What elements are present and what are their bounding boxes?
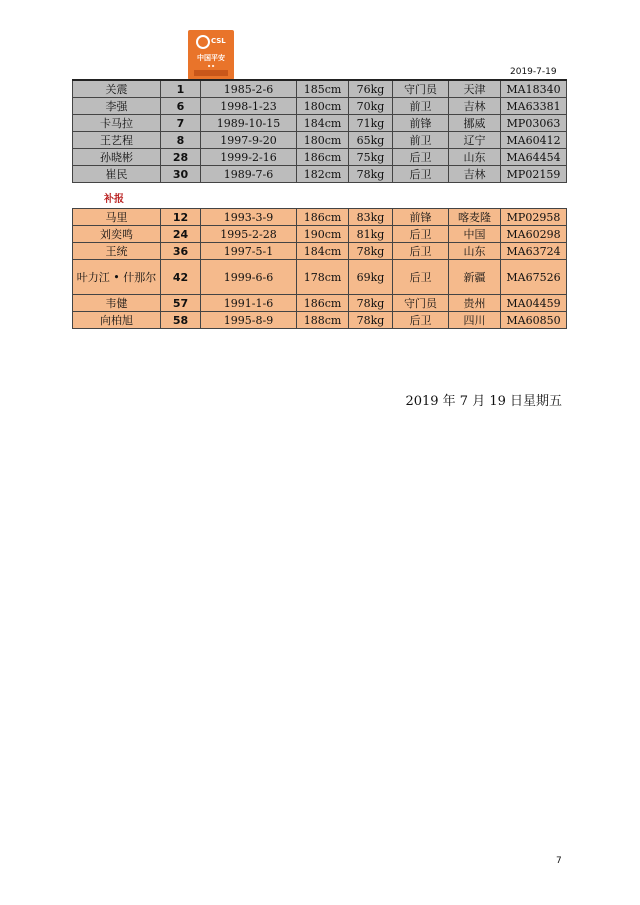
player-position: 后卫	[393, 260, 449, 295]
player-origin: 喀麦隆	[449, 209, 501, 226]
table-row	[73, 295, 567, 312]
player-weight: 83kg	[349, 209, 393, 226]
player-height: 180cm	[297, 98, 349, 115]
player-number: 58	[161, 312, 201, 329]
player-weight: 75kg	[349, 149, 393, 166]
player-height: 188cm	[297, 312, 349, 329]
player-name: 刘奕鸣	[73, 226, 161, 243]
player-number: 28	[161, 149, 201, 166]
player-height: 180cm	[297, 132, 349, 149]
player-birthdate: 1999-2-16	[201, 149, 297, 166]
player-position: 后卫	[393, 226, 449, 243]
player-origin: 挪威	[449, 115, 501, 132]
player-number: 36	[161, 243, 201, 260]
table-row	[73, 166, 567, 183]
player-name: 王艺程	[73, 132, 161, 149]
player-weight: 78kg	[349, 243, 393, 260]
table-row	[73, 98, 567, 115]
player-weight: 78kg	[349, 295, 393, 312]
table-row	[73, 226, 567, 243]
player-position: 前锋	[393, 209, 449, 226]
player-name: 叶力江 • 什那尔	[73, 260, 161, 295]
page-number: 7	[556, 856, 562, 866]
player-registration-id: MA60298	[501, 226, 567, 243]
player-origin: 中国	[449, 226, 501, 243]
player-birthdate: 1991-1-6	[201, 295, 297, 312]
player-number: 6	[161, 98, 201, 115]
table-row	[73, 80, 567, 98]
player-name: 关震	[73, 80, 161, 98]
player-position: 前锋	[393, 115, 449, 132]
player-origin: 山东	[449, 149, 501, 166]
player-origin: 吉林	[449, 166, 501, 183]
player-number: 8	[161, 132, 201, 149]
player-birthdate: 1993-3-9	[201, 209, 297, 226]
football-icon	[196, 35, 210, 49]
player-height: 185cm	[297, 80, 349, 98]
table-row	[73, 115, 567, 132]
player-weight: 78kg	[349, 312, 393, 329]
player-name: 马里	[73, 209, 161, 226]
table-row	[73, 149, 567, 166]
player-height: 184cm	[297, 243, 349, 260]
extra-registration-label: 补报	[104, 194, 124, 205]
player-height: 182cm	[297, 166, 349, 183]
player-birthdate: 1995-2-28	[201, 226, 297, 243]
player-birthdate: 1997-5-1	[201, 243, 297, 260]
player-registration-id: MP02159	[501, 166, 567, 183]
player-registration-id: MA64454	[501, 149, 567, 166]
player-origin: 新疆	[449, 260, 501, 295]
player-name: 韦健	[73, 295, 161, 312]
table-row	[73, 243, 567, 260]
player-position: 后卫	[393, 166, 449, 183]
player-registration-id: MP02958	[501, 209, 567, 226]
logo-abbr: CSL	[211, 37, 226, 45]
player-weight: 76kg	[349, 80, 393, 98]
sign-date: 2019 年 7 月 19 日星期五	[405, 394, 562, 409]
player-origin: 辽宁	[449, 132, 501, 149]
player-height: 186cm	[297, 209, 349, 226]
player-origin: 天津	[449, 80, 501, 98]
player-weight: 69kg	[349, 260, 393, 295]
player-position: 前卫	[393, 132, 449, 149]
logo-subtext: ▪ ▪	[207, 63, 215, 68]
player-registration-id: MA04459	[501, 295, 567, 312]
header-date: 2019-7-19	[510, 67, 557, 77]
player-origin: 贵州	[449, 295, 501, 312]
player-name: 王统	[73, 243, 161, 260]
player-registration-id: MA63724	[501, 243, 567, 260]
player-registration-id: MP03063	[501, 115, 567, 132]
table-row	[73, 209, 567, 226]
player-position: 前卫	[393, 98, 449, 115]
player-birthdate: 1997-9-20	[201, 132, 297, 149]
logo-name: 中国平安	[197, 54, 225, 62]
table-row	[73, 132, 567, 149]
player-birthdate: 1995-8-9	[201, 312, 297, 329]
player-registration-id: MA18340	[501, 80, 567, 98]
player-birthdate: 1989-10-15	[201, 115, 297, 132]
player-number: 12	[161, 209, 201, 226]
player-position: 守门员	[393, 80, 449, 98]
player-height: 178cm	[297, 260, 349, 295]
csl-logo	[188, 30, 234, 80]
extra-roster-table	[72, 208, 567, 329]
player-name: 李强	[73, 98, 161, 115]
player-registration-id: MA67526	[501, 260, 567, 295]
player-position: 守门员	[393, 295, 449, 312]
player-name: 崔民	[73, 166, 161, 183]
table-row	[73, 260, 567, 295]
player-name: 孙晓彬	[73, 149, 161, 166]
player-weight: 70kg	[349, 98, 393, 115]
player-birthdate: 1989-7-6	[201, 166, 297, 183]
player-weight: 71kg	[349, 115, 393, 132]
player-origin: 四川	[449, 312, 501, 329]
player-weight: 78kg	[349, 166, 393, 183]
player-number: 42	[161, 260, 201, 295]
player-weight: 65kg	[349, 132, 393, 149]
player-number: 7	[161, 115, 201, 132]
player-origin: 山东	[449, 243, 501, 260]
player-birthdate: 1999-6-6	[201, 260, 297, 295]
player-registration-id: MA60850	[501, 312, 567, 329]
table-row	[73, 312, 567, 329]
player-birthdate: 1998-1-23	[201, 98, 297, 115]
player-registration-id: MA60412	[501, 132, 567, 149]
main-roster-table	[72, 79, 567, 183]
player-height: 190cm	[297, 226, 349, 243]
player-name: 向柏旭	[73, 312, 161, 329]
player-height: 184cm	[297, 115, 349, 132]
player-height: 186cm	[297, 295, 349, 312]
player-number: 57	[161, 295, 201, 312]
player-number: 30	[161, 166, 201, 183]
player-height: 186cm	[297, 149, 349, 166]
player-position: 后卫	[393, 149, 449, 166]
player-position: 后卫	[393, 243, 449, 260]
player-origin: 吉林	[449, 98, 501, 115]
logo-bar	[194, 70, 228, 76]
player-position: 后卫	[393, 312, 449, 329]
player-weight: 81kg	[349, 226, 393, 243]
player-number: 24	[161, 226, 201, 243]
player-birthdate: 1985-2-6	[201, 80, 297, 98]
player-number: 1	[161, 80, 201, 98]
player-registration-id: MA63381	[501, 98, 567, 115]
player-name: 卡马拉	[73, 115, 161, 132]
